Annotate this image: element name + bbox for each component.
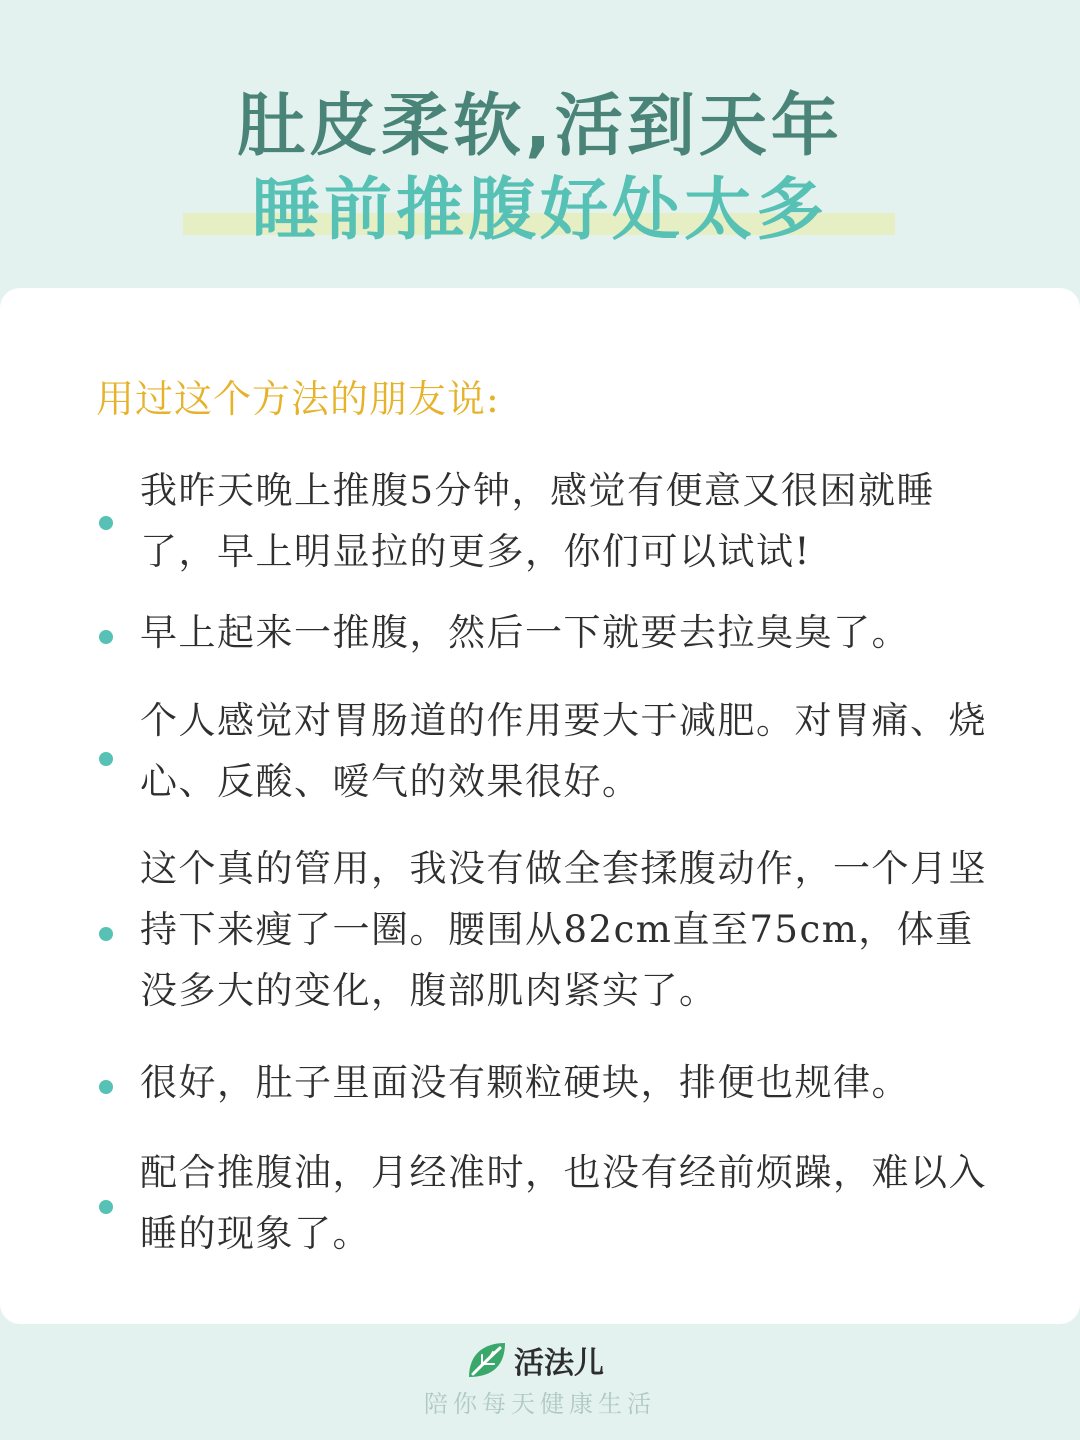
brand-logo: [466, 1338, 604, 1382]
content-card: [0, 288, 1080, 1324]
bullet-icon: [99, 1200, 113, 1214]
brand-slogan: 陪你每天健康生活: [424, 1390, 656, 1418]
list-item-text: 这个真的管用，我没有做全套揉腹动作，一个月坚持下来瘦了一圈。腰围从82cm直至75cm，体重没多大的变化，腹部肌肉紧实了。: [140, 847, 987, 1012]
list-item-text: 早上起来一推腹，然后一下就要去拉臭臭了。: [140, 611, 910, 654]
bullet-icon: [99, 630, 113, 644]
intro-heading: 用过这个方法的朋友说:: [96, 377, 500, 421]
list-item-text: 我昨天晚上推腹5分钟，感觉有便意又很困就睡了，早上明显拉的更多，你们可以试试!: [140, 469, 936, 573]
list-item-text: 很好，肚子里面没有颗粒硬块，排便也规律。: [140, 1061, 910, 1104]
bullet-icon: [99, 927, 113, 941]
bullet-icon: [99, 752, 113, 766]
leaf-icon: [466, 1340, 508, 1380]
brand-name: 活法儿: [514, 1346, 604, 1381]
list-item-text: 个人感觉对胃肠道的作用要大于减肥。对胃痛、烧心、反酸、嗳气的效果很好。: [140, 699, 987, 803]
title-line-1: 肚皮柔软,活到天年: [237, 87, 843, 166]
list-item-text: 配合推腹油，月经准时，也没有经前烦躁，难以入睡的现象了。: [140, 1151, 987, 1255]
bullet-icon: [99, 1080, 113, 1094]
bullet-icon: [99, 516, 113, 530]
title-line-2: 睡前推腹好处太多: [251, 171, 828, 250]
